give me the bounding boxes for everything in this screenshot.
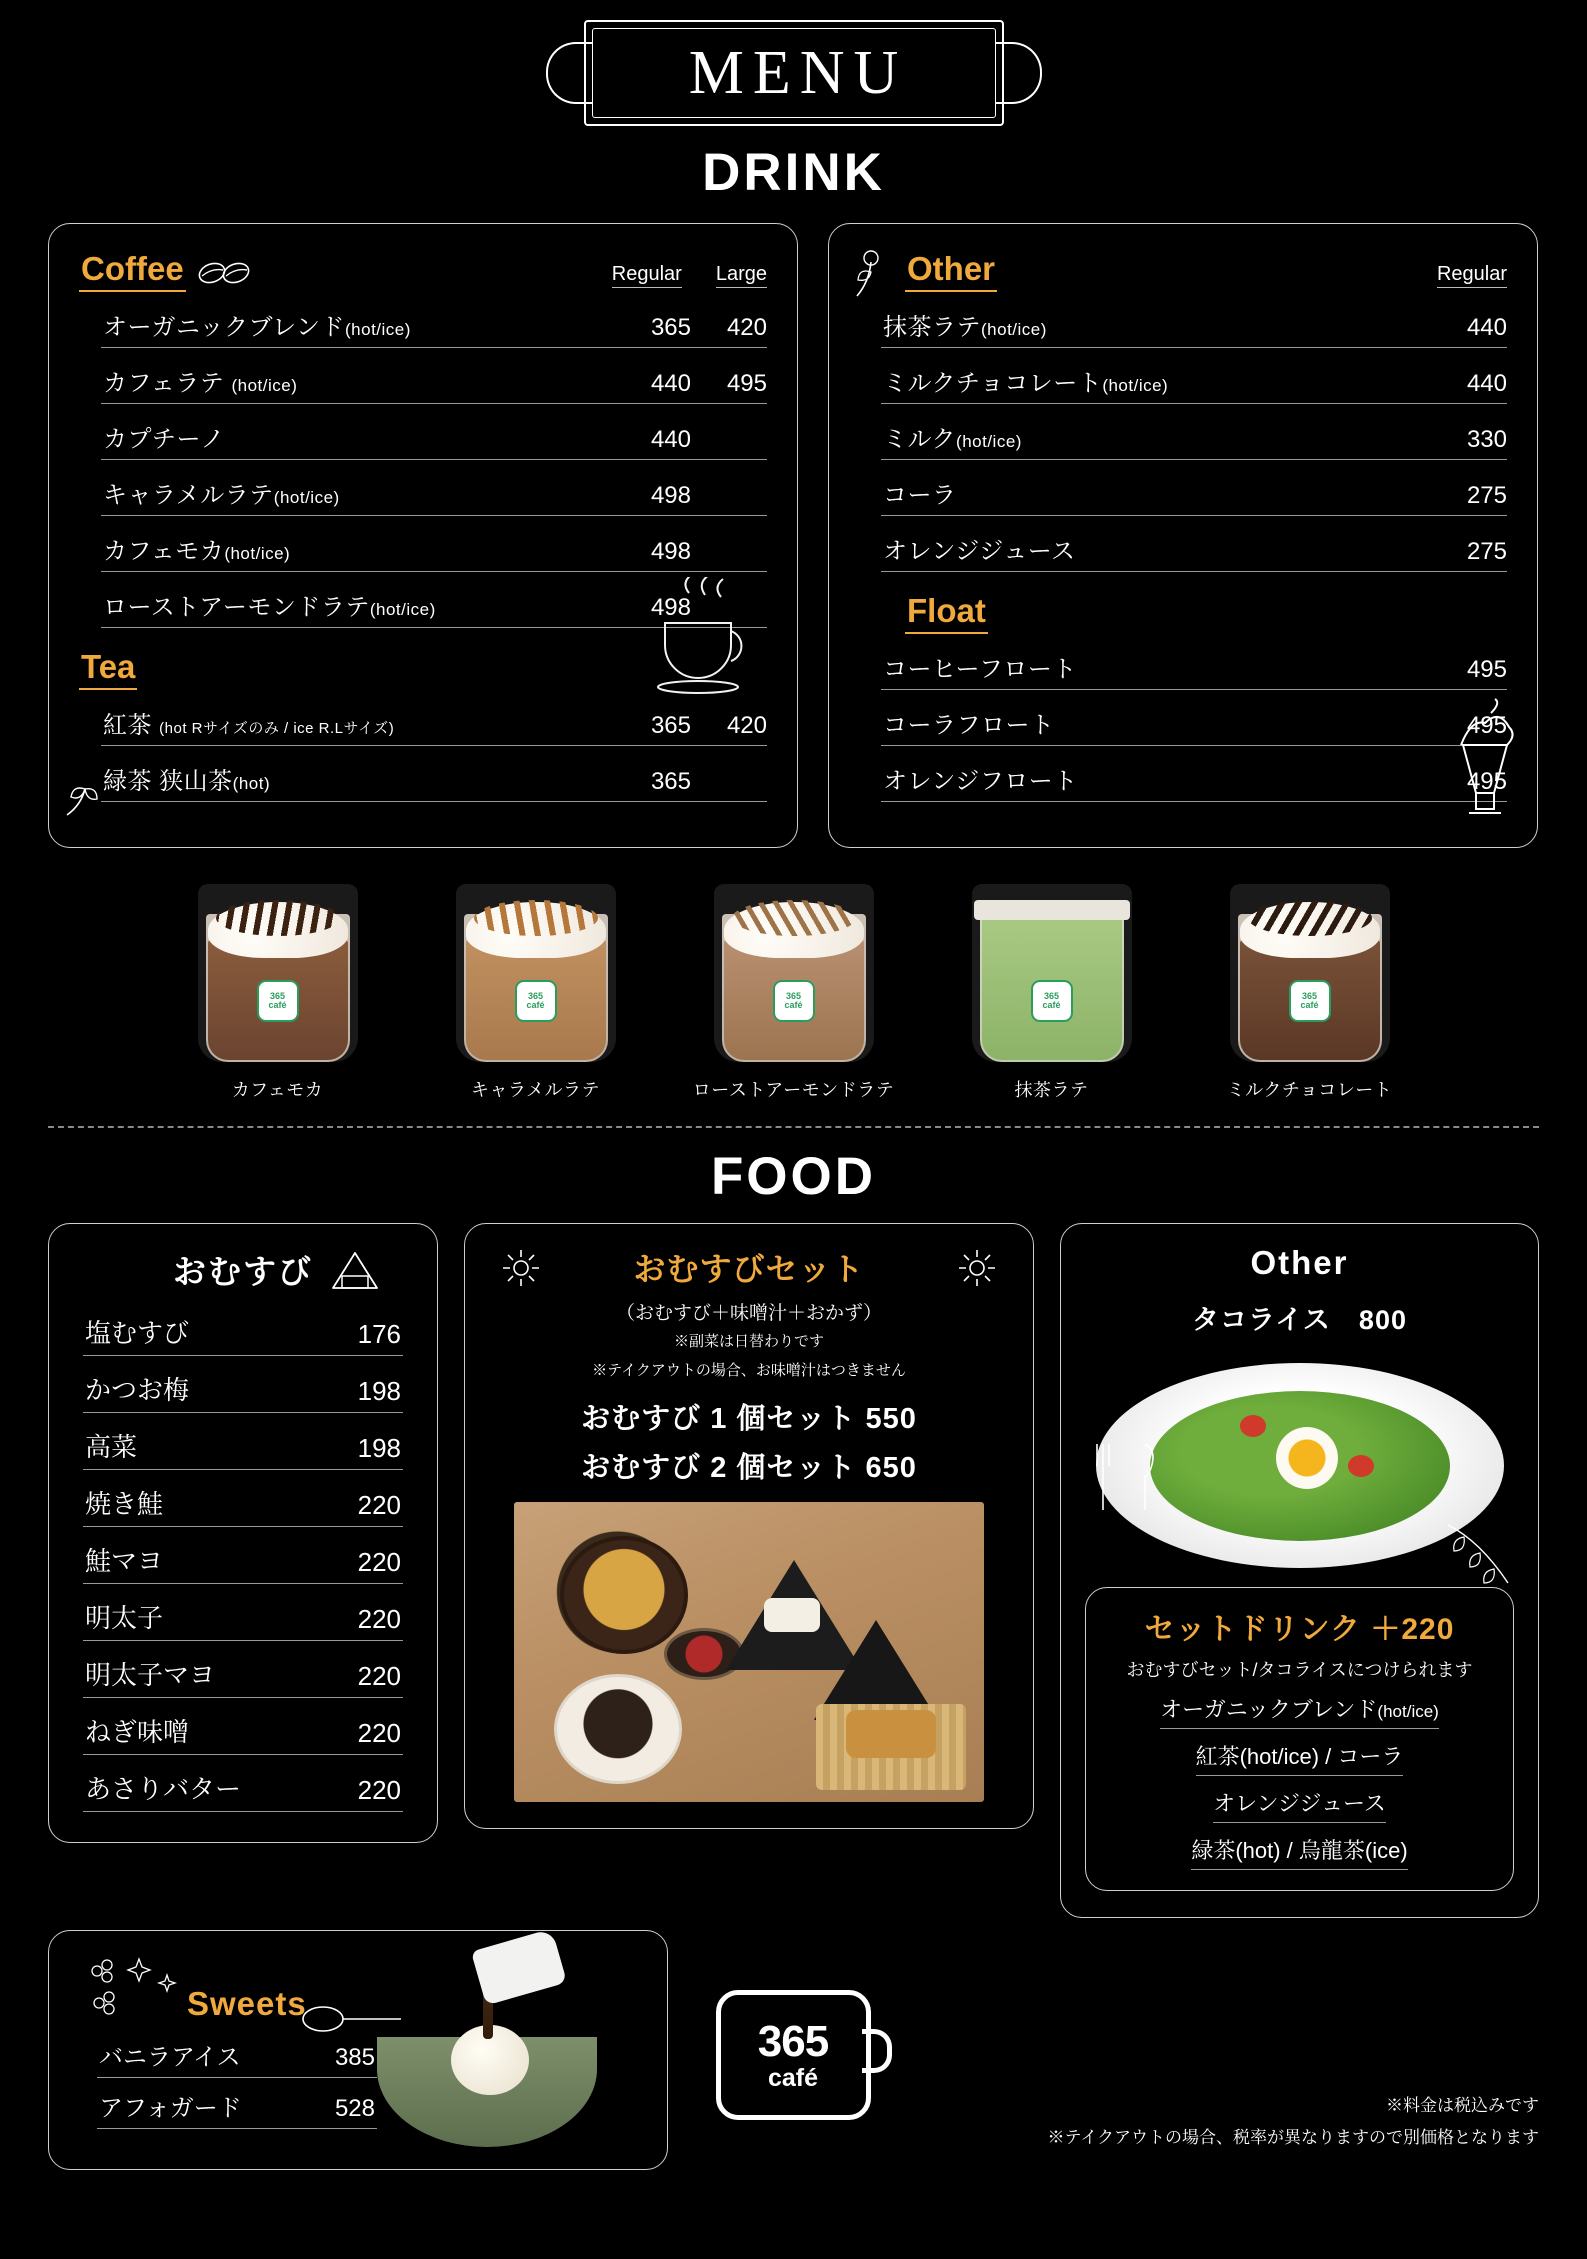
item-price: 198 xyxy=(341,1433,403,1470)
set-price-2: おむすび 2 個セット 650 xyxy=(581,1452,917,1484)
logo-cup-handle xyxy=(862,2029,892,2073)
set-drink-option: オレンジジュース xyxy=(1213,1787,1386,1823)
item-price-regular: 365 xyxy=(619,314,691,348)
menu-row xyxy=(859,522,1507,576)
menu-title: MENU xyxy=(688,38,908,107)
item-price: 220 xyxy=(341,1661,403,1698)
cup-image xyxy=(1230,884,1390,1062)
item-price-regular: 440 xyxy=(1435,370,1507,404)
item-price: 220 xyxy=(341,1718,403,1755)
menu-row xyxy=(83,1702,403,1759)
omusubi-item-list xyxy=(83,1303,403,1816)
other-float-card xyxy=(828,223,1538,848)
menu-row xyxy=(859,640,1507,694)
leaf-branch-icon xyxy=(1440,1517,1520,1597)
brand-logo-icon: 365 café xyxy=(1289,980,1331,1022)
item-price-regular: 440 xyxy=(1435,314,1507,348)
menu-row xyxy=(83,1645,403,1702)
drink-section xyxy=(0,203,1587,848)
cutlery-icon xyxy=(1083,1434,1173,1520)
float-header xyxy=(859,578,1507,634)
menu-row xyxy=(859,696,1507,750)
column-regular: Regular xyxy=(612,263,682,288)
menu-row xyxy=(79,752,767,806)
menu-row xyxy=(83,1588,403,1645)
item-name: コーヒーフロート xyxy=(881,649,1081,690)
item-price: 220 xyxy=(341,1547,403,1584)
item-name: オーガニックブレンド(hot/ice) xyxy=(101,307,415,348)
item-name: コーラフロート xyxy=(881,705,1059,746)
item-price-large xyxy=(691,566,767,572)
item-price-large: 495 xyxy=(691,370,767,404)
item-price-regular: 440 xyxy=(619,370,691,404)
menu-row xyxy=(859,410,1507,464)
item-name: 塩むすび xyxy=(83,1313,193,1356)
menu-row xyxy=(79,696,767,750)
item-name: ミルク(hot/ice) xyxy=(881,419,1026,460)
brand-logo-icon: 365 café xyxy=(1031,980,1073,1022)
photo-caption: カフェモカ xyxy=(231,1080,324,1100)
item-price-regular: 275 xyxy=(1435,538,1507,572)
item-price-regular: 495 xyxy=(1435,768,1507,802)
item-name: 緑茶 狭山茶(hot) xyxy=(101,761,274,802)
sprout-icon xyxy=(847,248,893,300)
drink-photo xyxy=(689,884,899,1102)
cup-image xyxy=(198,884,358,1062)
item-name: かつお梅 xyxy=(83,1370,193,1413)
float-category-label: Float xyxy=(905,592,988,634)
coffee-cup-icon xyxy=(647,577,757,697)
item-price: 528 xyxy=(335,2095,377,2129)
other-food-title: Other xyxy=(1250,1244,1349,1281)
item-price-large xyxy=(691,454,767,460)
omusubi-title: おむすび xyxy=(83,1246,403,1293)
item-price-regular: 365 xyxy=(619,768,691,802)
menu-row xyxy=(83,1303,403,1360)
item-name: オレンジフロート xyxy=(881,761,1082,802)
item-name: バニラアイス xyxy=(97,2037,245,2078)
menu-row xyxy=(79,410,767,464)
set-drink-option: 紅茶(hot/ice) / コーラ xyxy=(1196,1740,1404,1776)
brand-logo-icon: 365 café xyxy=(773,980,815,1022)
set-drink-note: おむすびセット/タコライスにつけられます xyxy=(1126,1660,1473,1680)
item-price: 220 xyxy=(341,1490,403,1527)
item-price-regular: 498 xyxy=(619,594,691,628)
photo-caption: ローストアーモンドラテ xyxy=(692,1080,895,1100)
fineprint-line-1: ※料金は税込みです xyxy=(1386,2096,1539,2115)
taco-rice-item: タコライス 800 xyxy=(1192,1305,1407,1335)
set-note-2: ※テイクアウトの場合、お味噌汁はつきません xyxy=(592,1361,906,1379)
set-drink-title: セットドリンク ＋220 xyxy=(1144,1613,1455,1646)
set-drink-option: オーガニックブレンド(hot/ice) xyxy=(1160,1693,1439,1729)
drink-photo xyxy=(947,884,1157,1102)
set-drink-option: 緑茶(hot) / 烏龍茶(ice) xyxy=(1191,1834,1407,1870)
item-name: 明太子マヨ xyxy=(83,1655,219,1698)
item-price: 198 xyxy=(341,1376,403,1413)
set-subtitle: （おむすび＋味噌汁＋おかず） xyxy=(615,1303,882,1324)
float-glass-icon xyxy=(1445,697,1525,827)
sun-icon-left xyxy=(499,1246,543,1290)
other-food-card xyxy=(1060,1223,1539,1918)
item-name: オレンジジュース xyxy=(881,531,1080,572)
sweets-card xyxy=(48,1930,668,2170)
item-price: 385 xyxy=(335,2044,377,2078)
drink-photo xyxy=(173,884,383,1102)
item-name: 焼き鮭 xyxy=(83,1484,167,1527)
item-name: コーラ xyxy=(881,475,961,516)
item-price-large xyxy=(691,796,767,802)
item-price-regular: 498 xyxy=(619,538,691,572)
item-name: カプチーノ xyxy=(101,419,229,460)
item-name: 明太子 xyxy=(83,1598,167,1641)
item-name: カフェモカ(hot/ice) xyxy=(101,531,294,572)
menu-row xyxy=(79,466,767,520)
brand-logo-icon: 365 café xyxy=(257,980,299,1022)
item-name: キャラメルラテ(hot/ice) xyxy=(101,475,344,516)
tea-item-list xyxy=(79,696,767,806)
other-header xyxy=(859,250,1507,292)
item-price-regular: 440 xyxy=(619,426,691,460)
menu-row xyxy=(97,2080,377,2131)
menu-row xyxy=(83,1474,403,1531)
coffee-tea-card xyxy=(48,223,798,848)
menu-row xyxy=(859,466,1507,520)
item-name: 高菜 xyxy=(83,1427,141,1470)
cup-image xyxy=(972,884,1132,1062)
other-column-headers xyxy=(1437,263,1507,292)
brand-logo xyxy=(716,1990,871,2120)
drink-photo-gallery xyxy=(0,884,1587,1102)
cup-image xyxy=(456,884,616,1062)
menu-row xyxy=(79,522,767,576)
menu-row xyxy=(859,298,1507,352)
sweets-title: Sweets xyxy=(187,1985,307,2022)
coffee-bean-icon xyxy=(196,258,252,288)
set-note-1: ※副菜は日替わりです xyxy=(673,1333,824,1350)
item-price-regular: 498 xyxy=(619,482,691,516)
item-price-large: 420 xyxy=(691,314,767,348)
item-price-regular: 275 xyxy=(1435,482,1507,516)
item-price-regular: 365 xyxy=(619,712,691,746)
photo-caption: 抹茶ラテ xyxy=(1014,1080,1089,1100)
menu-row xyxy=(83,1759,403,1816)
menu-row xyxy=(83,1360,403,1417)
item-name: アフォガード xyxy=(97,2088,246,2129)
omusubi-card xyxy=(48,1223,438,1843)
menu-row xyxy=(83,1417,403,1474)
menu-row xyxy=(79,354,767,408)
item-name: ローストアーモンドラテ(hot/ice) xyxy=(101,587,440,628)
drink-photo xyxy=(431,884,641,1102)
brand-logo-block xyxy=(688,1930,898,2120)
item-price: 220 xyxy=(341,1604,403,1641)
fineprint-line-2: ※テイクアウトの場合、税率が異なりますので別価格となります xyxy=(1047,2128,1539,2148)
item-price: 220 xyxy=(341,1775,403,1812)
menu-row xyxy=(79,298,767,352)
item-price-regular: 495 xyxy=(1435,656,1507,690)
clover-sparkle-icon xyxy=(79,1949,189,2019)
set-drink-card xyxy=(1085,1587,1514,1891)
coffee-column-headers xyxy=(612,263,767,292)
menu-row xyxy=(83,1531,403,1588)
drink-section-title: DRINK xyxy=(702,143,885,202)
column-regular: Regular xyxy=(1437,263,1507,288)
set-price-1: おむすび 1 個セット 550 xyxy=(581,1403,917,1435)
other-item-list xyxy=(859,298,1507,576)
item-name: 抹茶ラテ(hot/ice) xyxy=(881,307,1051,348)
section-divider xyxy=(48,1126,1539,1128)
item-name: カフェラテ (hot/ice) xyxy=(101,363,301,404)
menu-banner xyxy=(544,14,1044,132)
item-price-regular: 495 xyxy=(1435,712,1507,746)
bottom-section xyxy=(0,1918,1587,2170)
item-name: 鮭マヨ xyxy=(83,1541,167,1584)
onigiri-icon xyxy=(329,1248,381,1294)
logo-line-1: 365 xyxy=(757,2016,829,2066)
omusubi-set-photo xyxy=(514,1502,984,1802)
other-category-label: Other xyxy=(905,250,997,292)
affogato-photo xyxy=(359,1945,639,2155)
set-title: おむすびセット xyxy=(491,1244,1007,1290)
float-item-list xyxy=(859,640,1507,806)
food-section xyxy=(0,1207,1587,1918)
coffee-category-label: Coffee xyxy=(79,250,186,292)
item-price-large xyxy=(691,510,767,516)
photo-caption: ミルクチョコレート xyxy=(1226,1080,1393,1100)
tea-category-label: Tea xyxy=(79,648,137,690)
leaf-icon xyxy=(59,775,107,821)
omusubi-set-card xyxy=(464,1223,1034,1829)
sun-icon-right xyxy=(955,1246,999,1290)
fineprint xyxy=(918,1930,1539,2155)
menu-page xyxy=(0,14,1587,2259)
drink-photo xyxy=(1205,884,1415,1102)
item-price-regular: 330 xyxy=(1435,426,1507,460)
brand-logo-icon: 365 café xyxy=(515,980,557,1022)
item-name: あさりバター xyxy=(83,1769,245,1812)
item-price: 176 xyxy=(341,1319,403,1356)
item-name: ねぎ味噌 xyxy=(83,1712,193,1755)
food-section-title: FOOD xyxy=(710,1147,877,1206)
item-name: ミルクチョコレート(hot/ice) xyxy=(881,363,1172,404)
photo-caption: キャラメルラテ xyxy=(471,1080,600,1100)
item-name: 紅茶 (hot Rサイズのみ / ice R.Lサイズ) xyxy=(101,705,398,746)
menu-row xyxy=(859,354,1507,408)
coffee-header xyxy=(79,250,767,292)
cup-image xyxy=(714,884,874,1062)
menu-row xyxy=(859,752,1507,806)
column-large: Large xyxy=(716,263,767,288)
item-price-large: 420 xyxy=(691,712,767,746)
logo-line-2: café xyxy=(767,2063,819,2092)
